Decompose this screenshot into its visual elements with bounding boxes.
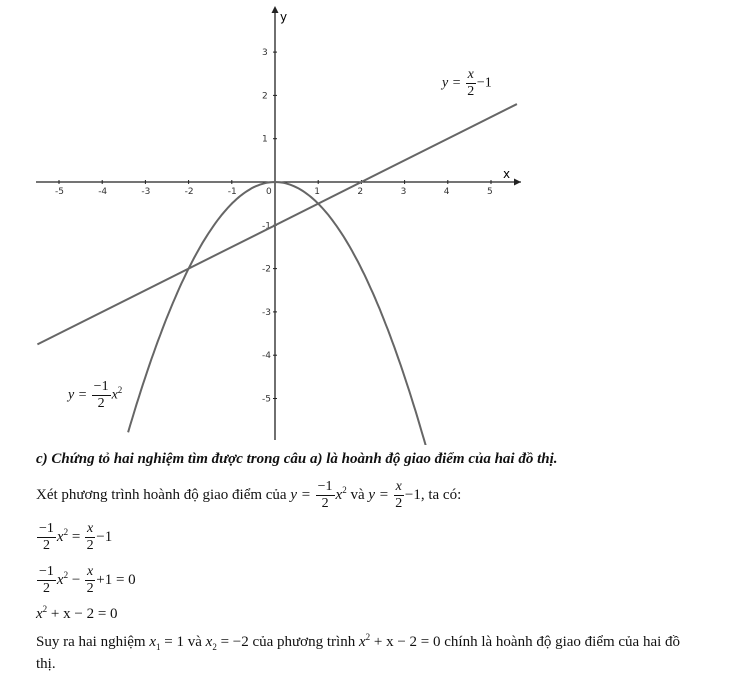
conclusion-line-end: thị.: [36, 656, 56, 672]
equation-step-3: $x^2 + x - 2 = 0$: [36, 604, 118, 622]
section-heading: c) Chứng tỏ hai nghiệm tìm được trong câu a) là hoành độ giao điểm của hai đồ thị.: [36, 451, 558, 467]
x-tick-label: -2: [184, 187, 194, 197]
y-tick-label: -5: [262, 394, 271, 405]
x-tick-label: 2: [357, 187, 364, 197]
y-tick-label: -2: [262, 264, 271, 275]
x-tick-label: -3: [141, 187, 151, 197]
y-tick-label: -4: [262, 351, 271, 362]
x-tick-label: -1: [227, 187, 237, 197]
line-graph: [37, 104, 517, 344]
x-tick-label: 4: [443, 187, 450, 197]
conclusion-line: Suy ra hai nghiệm $x_1 = 1$ và $x_2 = -2$ của phương trình $x^2 + x - 2 = 0$ chính là hoành độ giao điểm của hai đồ: [36, 632, 681, 652]
intro-line: Xét phương trình hoành độ giao điểm của y = $\frac{-1}{2}$ $x^2$ và y = $\frac{x}{2}$ −1, ta có:: [36, 479, 462, 511]
equation-step-1: $\frac{-1}{2}$ $x^2$ = $\frac{x}{2}$ −1: [39, 521, 113, 553]
equation-step-2: $\frac{-1}{2}$ $x^2$ − $\frac{x}{2}$ +1 = 0: [39, 564, 136, 596]
parabola-equation-label: y = $\frac{-1}{2}$ $x^2$: [68, 379, 123, 411]
x-tick-label: 1: [314, 187, 320, 197]
line-equation-label: y = $\frac{x}{2}$ −1: [442, 67, 492, 99]
y-tick-label: 3: [262, 48, 268, 59]
x-axis-label: x: [503, 167, 511, 181]
x-axis-arrow: [514, 179, 521, 186]
y-axis-arrow: [272, 6, 279, 13]
x-tick-label: 3: [400, 187, 407, 197]
y-tick-label: -1: [262, 221, 271, 232]
parabola-curve: [128, 182, 426, 445]
y-tick-label: -3: [262, 307, 271, 318]
equation-parabola: y = $\frac{-1}{2}$ $x^2$: [290, 479, 347, 511]
x-tick-label: -5: [55, 187, 64, 197]
y-axis-label: y: [280, 10, 288, 24]
y-tick-label: 1: [262, 134, 268, 145]
x-tick-label: 5: [487, 187, 493, 197]
x-tick-label: -4: [98, 187, 108, 197]
equation-line: y = $\frac{x}{2}$ −1: [368, 479, 421, 511]
x-tick-label: 0: [266, 187, 272, 197]
y-tick-label: 2: [262, 91, 268, 102]
